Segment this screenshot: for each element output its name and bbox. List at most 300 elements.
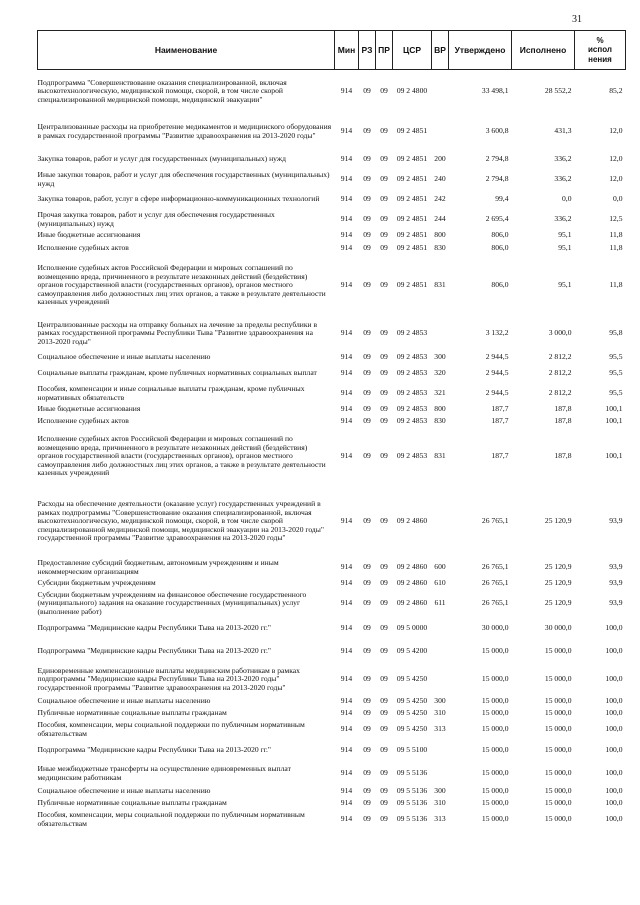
cell-name: Пособия, компенсации и иные социальные выплаты гражданам, кроме публичных нормативных обязательств	[37, 383, 305, 402]
cell-name: Социальное обеспечение и иные выплаты населению	[37, 786, 211, 796]
table-row	[38, 114, 626, 150]
cell-executed: 187,8	[554, 404, 572, 414]
cell-pr: 09	[380, 708, 388, 718]
cell-vr: 321	[434, 388, 446, 398]
cell-pr: 09	[380, 516, 388, 526]
cell-rz: 09	[363, 280, 371, 290]
cell-executed: 95,1	[558, 243, 572, 253]
cell-csr: 09 2 4851	[396, 174, 428, 184]
cell-rz: 09	[363, 174, 371, 184]
cell-vr: 831	[434, 451, 446, 461]
cell-executed: 15 000,0	[544, 708, 572, 718]
cell-approved: 3 600,8	[485, 126, 509, 136]
cell-csr: 09 2 4853	[396, 352, 428, 362]
cell-pr: 09	[380, 724, 388, 734]
cell-approved: 26 765,1	[481, 516, 509, 526]
cell-approved: 26 765,1	[481, 598, 509, 608]
cell-rz: 09	[363, 598, 371, 608]
cell-executed: 25 120,9	[544, 516, 572, 526]
cell-rz: 09	[363, 578, 371, 588]
cell-name: Публичные нормативные социальные выплаты гражданам	[37, 708, 227, 718]
header-name: Наименование	[38, 31, 335, 70]
cell-min: 914	[340, 814, 353, 824]
cell-vr: 300	[434, 786, 446, 796]
cell-pr: 09	[380, 388, 388, 398]
cell-vr: 313	[434, 724, 446, 734]
cell-executed: 25 120,9	[544, 562, 572, 572]
cell-pct: 100,0	[605, 814, 623, 824]
cell-approved: 26 765,1	[481, 562, 509, 572]
cell-approved: 2 944,5	[485, 368, 509, 378]
cell-pr: 09	[380, 280, 388, 290]
cell-name: Единовременные компенсационные выплаты медицинским работникам в рамках подпрограммы "Медицинские кадры Республики Тыва на 2013-2020 годы" государственной программы "Развитие здравоохранения на 2013-2020 годы"	[37, 665, 300, 692]
cell-rz: 09	[363, 708, 371, 718]
cell-min: 914	[340, 352, 353, 362]
cell-vr: 830	[434, 416, 446, 426]
cell-name: Подпрограмма "Медицинские кадры Республики Тыва на 2013-2020 гг."	[37, 646, 271, 656]
cell-min: 914	[340, 214, 353, 224]
cell-executed: 28 552,2	[544, 86, 572, 96]
cell-approved: 33 498,1	[481, 86, 509, 96]
cell-pct: 100,0	[605, 646, 623, 656]
cell-executed: 15 000,0	[544, 646, 572, 656]
cell-executed: 15 000,0	[544, 724, 572, 734]
cell-pct: 100,0	[605, 745, 623, 755]
table-row	[38, 364, 626, 384]
cell-rz: 09	[363, 724, 371, 734]
cell-executed: 15 000,0	[544, 786, 572, 796]
cell-pr: 09	[380, 768, 388, 778]
cell-approved: 806,0	[491, 230, 509, 240]
cell-approved: 2 944,5	[485, 388, 509, 398]
cell-vr: 310	[434, 798, 446, 808]
cell-pr: 09	[380, 646, 388, 656]
cell-vr: 611	[434, 598, 446, 608]
cell-rz: 09	[363, 214, 371, 224]
cell-pct: 100,0	[605, 674, 623, 684]
cell-csr: 09 2 4853	[396, 388, 428, 398]
cell-name: Иные бюджетные ассигнования	[37, 404, 141, 414]
cell-vr	[432, 664, 449, 696]
cell-csr: 09 2 4853	[396, 328, 428, 338]
cell-csr: 09 2 4853	[396, 416, 428, 426]
cell-name: Предоставление субсидий бюджетным, автономным учреждениям и иным некоммерческим организациям	[37, 557, 279, 576]
cell-rz: 09	[363, 745, 371, 755]
table-body	[38, 70, 626, 830]
cell-pct: 95,5	[609, 368, 623, 378]
cell-name: Исполнение судебных актов Российской Федерации и мировых соглашений по возмещению вреда, причиненного в результате незаконных действий (бездействия) органов государственной власти (государственных органов), органов местного самоуправления либо должностных лиц этих органов, а также в результате деятельности казенных учреждений	[37, 263, 326, 307]
cell-name: Субсидии бюджетным учреждениям	[37, 578, 156, 588]
cell-pr: 09	[380, 328, 388, 338]
cell-min: 914	[340, 696, 353, 706]
cell-vr: 240	[434, 174, 446, 184]
cell-name: Иные межбюджетные трансферты на осуществление единовременных выплат медицинским работникам	[37, 763, 291, 782]
cell-pct: 100,0	[605, 708, 623, 718]
cell-approved: 15 000,0	[481, 786, 509, 796]
cell-csr: 09 2 4851	[396, 154, 428, 164]
cell-executed: 0,0	[562, 194, 572, 204]
cell-approved: 2 944,5	[485, 352, 509, 362]
header-min: Мин	[335, 31, 359, 70]
cell-rz: 09	[363, 328, 371, 338]
cell-rz: 09	[363, 623, 371, 633]
cell-csr: 09 2 4851	[396, 230, 428, 240]
cell-vr: 600	[434, 562, 446, 572]
cell-pr: 09	[380, 86, 388, 96]
cell-name: Исполнение судебных актов	[37, 416, 129, 426]
cell-min: 914	[340, 404, 353, 414]
cell-min: 914	[340, 798, 353, 808]
table-row	[38, 708, 626, 720]
cell-pct: 85,2	[609, 86, 623, 96]
cell-pct: 12,0	[609, 126, 623, 136]
cell-name: Подпрограмма "Совершенствование оказания специализированной, включая высокотехнологическую, медицинской помощи, скорой, в том числе скорой специализированной медицинской помощи, медицинской эвакуации"	[37, 77, 287, 105]
cell-rz: 09	[363, 416, 371, 426]
table-header	[38, 31, 626, 70]
cell-pr: 09	[380, 368, 388, 378]
cell-vr: 300	[434, 352, 446, 362]
cell-pr: 09	[380, 243, 388, 253]
table-row	[38, 428, 626, 486]
cell-approved: 187,7	[491, 416, 509, 426]
cell-approved: 15 000,0	[481, 696, 509, 706]
cell-min: 914	[340, 646, 353, 656]
cell-pr: 09	[380, 598, 388, 608]
cell-min: 914	[340, 243, 353, 253]
cell-vr: 200	[434, 154, 446, 164]
cell-approved: 15 000,0	[481, 708, 509, 718]
cell-min: 914	[340, 86, 353, 96]
cell-name: Публичные нормативные социальные выплаты гражданам	[37, 798, 227, 808]
cell-rz: 09	[363, 352, 371, 362]
cell-pct: 100,0	[605, 696, 623, 706]
cell-approved: 187,7	[491, 451, 509, 461]
table-row	[38, 762, 626, 786]
cell-executed: 336,2	[554, 174, 572, 184]
cell-csr: 09 5 4200	[396, 646, 428, 656]
table-row	[38, 664, 626, 696]
cell-pr: 09	[380, 214, 388, 224]
cell-rz: 09	[363, 814, 371, 824]
cell-approved: 15 000,0	[481, 674, 509, 684]
header-percent-line1: %	[596, 35, 604, 45]
cell-pr: 09	[380, 562, 388, 572]
cell-executed: 187,8	[554, 451, 572, 461]
header-pr: ПР	[376, 31, 393, 70]
cell-pr: 09	[380, 674, 388, 684]
cell-executed: 15 000,0	[544, 814, 572, 824]
cell-approved: 3 132,2	[485, 328, 509, 338]
cell-executed: 25 120,9	[544, 598, 572, 608]
cell-pr: 09	[380, 230, 388, 240]
cell-csr: 09 2 4851	[396, 126, 428, 136]
cell-rz: 09	[363, 243, 371, 253]
cell-name: Исполнение судебных актов	[37, 243, 129, 253]
cell-min: 914	[340, 174, 353, 184]
cell-name: Пособия, компенсации, меры социальной поддержки по публичным нормативным обязательствам	[37, 719, 305, 738]
cell-csr: 09 2 4860	[396, 578, 428, 588]
table-row	[38, 720, 626, 740]
cell-min: 914	[340, 451, 353, 461]
cell-min: 914	[340, 516, 353, 526]
budget-table	[37, 30, 626, 830]
table-row	[38, 230, 626, 242]
cell-executed: 15 000,0	[544, 674, 572, 684]
cell-approved: 26 765,1	[481, 578, 509, 588]
cell-approved: 2 794,8	[485, 154, 509, 164]
cell-csr: 09 5 4250	[396, 674, 428, 684]
cell-pct: 100,0	[605, 786, 623, 796]
table-row	[38, 486, 626, 558]
cell-min: 914	[340, 230, 353, 240]
cell-pct: 100,0	[605, 798, 623, 808]
cell-min: 914	[340, 674, 353, 684]
cell-min: 914	[340, 708, 353, 718]
cell-vr	[432, 618, 449, 640]
cell-name: Социальное обеспечение и иные выплаты населению	[37, 352, 211, 362]
table-row	[38, 404, 626, 416]
page-number: 31	[572, 14, 582, 25]
cell-pct: 93,9	[609, 578, 623, 588]
cell-name: Подпрограмма "Медицинские кадры Республики Тыва на 2013-2020 гг."	[37, 745, 271, 755]
table-row	[38, 210, 626, 230]
cell-min: 914	[340, 768, 353, 778]
cell-pr: 09	[380, 352, 388, 362]
cell-csr: 09 2 4860	[396, 516, 428, 526]
cell-pr: 09	[380, 696, 388, 706]
cell-csr: 09 5 0000	[396, 623, 428, 633]
cell-approved: 15 000,0	[481, 768, 509, 778]
cell-executed: 30 000,0	[544, 623, 572, 633]
cell-name: Расходы на обеспечение деятельности (оказание услуг) государственных учреждений в рамках подпрограммы "Совершенствование оказания специализированной, включая высокотехнологическую, медицинской помощи, скорой, в том числе скорой специализированной медицинской помощи, медицинской эвакуации на 2013-2020 годы" государственной программы "Развитие здравоохранения на 2013-2020 годы"	[37, 499, 324, 543]
cell-pr: 09	[380, 798, 388, 808]
table-row	[38, 590, 626, 618]
table-row	[38, 170, 626, 190]
cell-executed: 3 000,0	[548, 328, 572, 338]
cell-pct: 95,5	[609, 388, 623, 398]
cell-pr: 09	[380, 786, 388, 796]
cell-rz: 09	[363, 86, 371, 96]
cell-csr: 09 5 5136	[396, 798, 428, 808]
cell-csr: 09 5 5136	[396, 814, 428, 824]
cell-pct: 12,5	[609, 214, 623, 224]
cell-pct: 95,8	[609, 328, 623, 338]
cell-executed: 15 000,0	[544, 696, 572, 706]
cell-pr: 09	[380, 174, 388, 184]
cell-approved: 15 000,0	[481, 724, 509, 734]
cell-executed: 95,1	[558, 230, 572, 240]
cell-csr: 09 5 4250	[396, 696, 428, 706]
header-percent-line2: испол	[588, 45, 612, 55]
cell-executed: 15 000,0	[544, 745, 572, 755]
cell-pct: 100,1	[605, 451, 623, 461]
cell-rz: 09	[363, 674, 371, 684]
cell-rz: 09	[363, 786, 371, 796]
cell-approved: 15 000,0	[481, 646, 509, 656]
cell-vr	[432, 740, 449, 762]
cell-pct: 95,5	[609, 352, 623, 362]
header-approved: Утверждено	[449, 31, 512, 70]
budget-table-container	[37, 30, 625, 830]
cell-pct: 93,9	[609, 598, 623, 608]
cell-name: Централизованные расходы на отправку больных на лечение за пределы республики в рамках государственной программы Республики Тыва "Развитие здравоохранения на 2013-2020 годы"	[37, 319, 318, 346]
cell-csr: 09 2 4853	[396, 404, 428, 414]
cell-name: Исполнение судебных актов Российской Федерации и мировых соглашений по возмещению вреда, причиненного в результате незаконных действий (бездействия) органов государственной власти (государственных органов), органов местного самоуправления либо должностных лиц этих органов, а также в результате деятельности казенных учреждений	[37, 434, 326, 478]
cell-csr: 09 2 4851	[396, 280, 428, 290]
cell-executed: 336,2	[554, 214, 572, 224]
cell-vr: 800	[434, 404, 446, 414]
cell-approved: 15 000,0	[481, 814, 509, 824]
cell-min: 914	[340, 368, 353, 378]
cell-vr: 242	[434, 194, 446, 204]
cell-rz: 09	[363, 696, 371, 706]
cell-name: Социальные выплаты гражданам, кроме публичных нормативных социальных выплат	[37, 368, 317, 378]
cell-csr: 09 2 4851	[396, 194, 428, 204]
table-row	[38, 256, 626, 316]
table-row	[38, 798, 626, 810]
cell-pct: 12,0	[609, 154, 623, 164]
cell-executed: 431,3	[554, 126, 572, 136]
cell-pct: 93,9	[609, 516, 623, 526]
cell-pr: 09	[380, 126, 388, 136]
cell-pr: 09	[380, 404, 388, 414]
cell-vr: 610	[434, 578, 446, 588]
cell-executed: 2 812,2	[548, 368, 572, 378]
cell-pct: 100,0	[605, 724, 623, 734]
cell-vr: 800	[434, 230, 446, 240]
table-row	[38, 786, 626, 798]
cell-csr: 09 2 4860	[396, 598, 428, 608]
header-percent	[575, 31, 626, 70]
cell-name: Централизованные расходы на приобретение медикаментов и медицинского оборудования в рамках государственной программы "Развитие здравоохранения на 2013-2020 годы"	[37, 121, 332, 140]
cell-pct: 11,8	[609, 230, 623, 240]
table-row	[38, 640, 626, 664]
cell-approved: 2 794,8	[485, 174, 509, 184]
cell-pct: 11,8	[609, 243, 623, 253]
cell-vr: 310	[434, 708, 446, 718]
cell-csr: 09 2 4851	[396, 214, 428, 224]
table-row	[38, 352, 626, 364]
cell-approved: 30 000,0	[481, 623, 509, 633]
table-row	[38, 578, 626, 590]
cell-vr	[432, 640, 449, 664]
cell-min: 914	[340, 126, 353, 136]
table-row	[38, 416, 626, 428]
cell-csr: 09 5 5136	[396, 768, 428, 778]
cell-csr: 09 5 4250	[396, 724, 428, 734]
cell-vr: 313	[434, 814, 446, 824]
cell-vr: 244	[434, 214, 446, 224]
cell-name: Социальное обеспечение и иные выплаты населению	[37, 696, 211, 706]
header-percent-line3: нения	[588, 54, 612, 64]
cell-executed: 95,1	[558, 280, 572, 290]
table-row	[38, 150, 626, 170]
cell-vr	[432, 114, 449, 150]
cell-pr: 09	[380, 578, 388, 588]
cell-rz: 09	[363, 451, 371, 461]
cell-rz: 09	[363, 562, 371, 572]
cell-vr	[432, 486, 449, 558]
cell-rz: 09	[363, 194, 371, 204]
table-row	[38, 316, 626, 352]
cell-name: Иные закупки товаров, работ и услуг для обеспечения государственных (муниципальных) нужд	[37, 169, 330, 188]
header-rz: РЗ	[359, 31, 376, 70]
header-executed: Исполнено	[512, 31, 575, 70]
cell-vr: 300	[434, 696, 446, 706]
cell-pr: 09	[380, 194, 388, 204]
cell-executed: 187,8	[554, 416, 572, 426]
table-row	[38, 618, 626, 640]
cell-vr: 831	[434, 280, 446, 290]
cell-approved: 806,0	[491, 280, 509, 290]
header-vr: ВР	[432, 31, 449, 70]
cell-min: 914	[340, 745, 353, 755]
cell-approved: 15 000,0	[481, 798, 509, 808]
cell-csr: 09 5 5136	[396, 786, 428, 796]
cell-rz: 09	[363, 768, 371, 778]
cell-rz: 09	[363, 230, 371, 240]
cell-pct: 100,1	[605, 416, 623, 426]
cell-min: 914	[340, 786, 353, 796]
cell-pct: 0,0	[613, 194, 623, 204]
cell-pr: 09	[380, 451, 388, 461]
cell-rz: 09	[363, 126, 371, 136]
cell-pr: 09	[380, 814, 388, 824]
table-row	[38, 384, 626, 404]
cell-name: Иные бюджетные ассигнования	[37, 230, 141, 240]
cell-approved: 2 695,4	[485, 214, 509, 224]
cell-vr	[432, 762, 449, 786]
table-row	[38, 558, 626, 578]
cell-vr	[432, 70, 449, 114]
cell-min: 914	[340, 623, 353, 633]
cell-name: Закупка товаров, работ и услуг для государственных (муниципальных) нужд	[37, 154, 286, 164]
cell-executed: 15 000,0	[544, 768, 572, 778]
cell-min: 914	[340, 416, 353, 426]
cell-vr	[432, 316, 449, 352]
cell-min: 914	[340, 328, 353, 338]
cell-pct: 11,8	[609, 280, 623, 290]
cell-pr: 09	[380, 745, 388, 755]
cell-name: Пособия, компенсации, меры социальной поддержки по публичным нормативным обязательствам	[37, 809, 305, 828]
cell-pct: 100,0	[605, 768, 623, 778]
table-row	[38, 740, 626, 762]
cell-min: 914	[340, 598, 353, 608]
cell-rz: 09	[363, 646, 371, 656]
cell-pr: 09	[380, 416, 388, 426]
cell-csr: 09 2 4800	[396, 86, 428, 96]
cell-approved: 187,7	[491, 404, 509, 414]
cell-vr: 830	[434, 243, 446, 253]
cell-name: Прочая закупка товаров, работ и услуг для обеспечения государственных (муниципальных) нужд	[37, 209, 275, 228]
cell-pr: 09	[380, 623, 388, 633]
cell-name: Закупка товаров, работ, услуг в сфере информационно-коммуникационных технологий	[37, 194, 320, 204]
cell-min: 914	[340, 154, 353, 164]
cell-executed: 2 812,2	[548, 388, 572, 398]
cell-executed: 25 120,9	[544, 578, 572, 588]
cell-pct: 12,0	[609, 174, 623, 184]
cell-csr: 09 2 4853	[396, 451, 428, 461]
cell-csr: 09 5 4250	[396, 708, 428, 718]
cell-min: 914	[340, 280, 353, 290]
cell-rz: 09	[363, 388, 371, 398]
cell-approved: 806,0	[491, 243, 509, 253]
cell-approved: 99,4	[495, 194, 509, 204]
cell-min: 914	[340, 578, 353, 588]
table-row	[38, 190, 626, 210]
cell-executed: 15 000,0	[544, 798, 572, 808]
cell-csr: 09 2 4851	[396, 243, 428, 253]
